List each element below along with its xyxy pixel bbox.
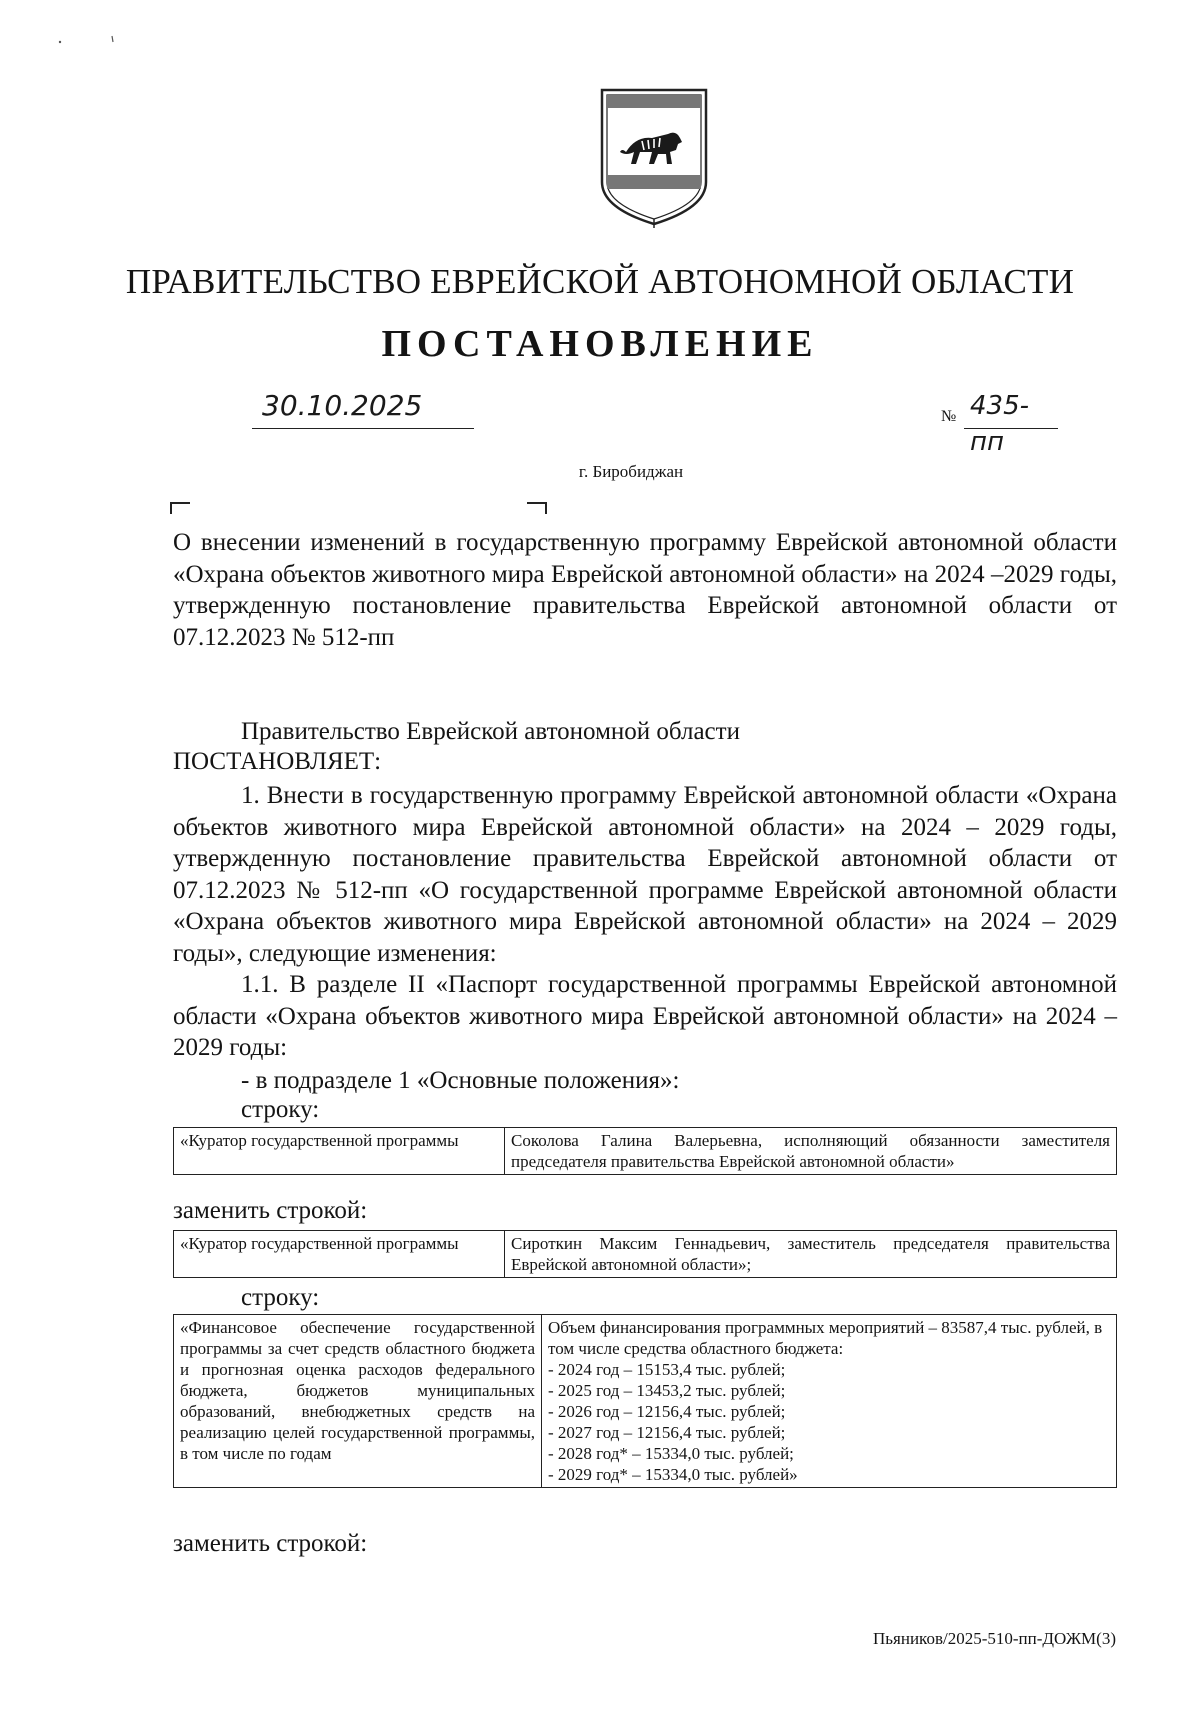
table-curator-old [173,1127,1117,1175]
finance-year-line: - 2024 год – 15153,4 тыс. рублей; [548,1360,786,1379]
table-cell-right: Сироткин Максим Геннадьевич, заместитель председателя правительства Еврейской автономной области»; [505,1231,1117,1278]
table-cell-left: «Куратор государственной программы [174,1128,505,1175]
organization-title: ПРАВИТЕЛЬСТВО ЕВРЕЙСКОЙ АВТОНОМНОЙ ОБЛАСТИ [125,262,1075,301]
table-curator-new [173,1230,1117,1278]
city-line: г. Биробиджан [578,462,684,481]
subsection-line: - в подразделе 1 «Основные положения»: [241,1067,680,1094]
table-cell-right [542,1315,1117,1488]
table-cell-left: «Куратор государственной программы [174,1231,505,1278]
table-row [174,1315,1117,1488]
government-line: Правительство Еврейской автономной области [241,718,740,745]
paragraph-1: 1. Внести в государственную программу Еврейской автономной области «Охрана объектов животного мира Еврейской автономной области» на 2024 – 2029 годы, утвержденную постановление правительства Еврейской автономной области от 07.12.2023 № 512-пп «О государственной программе Еврейской автономной области «Охрана объектов животного мира Еврейской автономной области» на 2024 – 2029 годы», следующие изменения: [173,782,1117,967]
decree-word: ПОСТАНОВЛЯЕТ: [173,748,382,775]
finance-year-line: - 2025 год – 13453,2 тыс. рублей; [548,1381,786,1400]
table-row [174,1128,1117,1175]
coat-of-arms-emblem [596,86,712,228]
number-label: № [941,408,957,425]
number-handwritten: 435-пп [964,388,1058,429]
table-row [174,1231,1117,1278]
date-handwritten: 30.10.2025 [252,388,474,429]
finance-year-line: - 2028 год* – 15334,0 тыс. рублей; [548,1444,794,1463]
scan-specks [50,30,130,50]
table-finance-old [173,1314,1117,1488]
footer-reference: Пьяников/2025-510-пп-ДОЖМ(3) [873,1629,1116,1648]
document-kind-title: ПОСТАНОВЛЕНИЕ [381,323,819,365]
label-replace-finance: заменить строкой: [173,1530,368,1557]
label-row-curator: строку: [241,1096,320,1123]
document-subject: О внесении изменений в государственную программу Еврейской автономной области «Охрана объектов животного мира Еврейской автономной области» на 2024 –2029 годы, утвержденную постановление правительства Еврейской автономной области от 07.12.2023 № 512-пп [173,529,1117,651]
label-replace-curator: заменить строкой: [173,1197,368,1224]
finance-year-line: - 2027 год – 12156,4 тыс. рублей; [548,1423,786,1442]
paragraph-1-1: 1.1. В разделе II «Паспорт государственной программы Еврейской автономной области «Охрана объектов животного мира Еврейской автономной области» на 2024 – 2029 годы: [173,971,1117,1061]
finance-year-line: - 2029 год* – 15334,0 тыс. рублей» [548,1465,798,1484]
label-row-finance: строку: [241,1284,320,1311]
finance-intro: Объем финансирования программных мероприятий – 83587,4 тыс. рублей, в том числе средства областного бюджета: [548,1318,1103,1358]
subject-corner-mark-left [170,502,190,514]
finance-year-line: - 2026 год – 12156,4 тыс. рублей; [548,1402,786,1421]
table-cell-left: «Финансовое обеспечение государственной программы за счет средств областного бюджета и прогнозная оценка расходов федерального бюджета, бюджетов муниципальных образований, внебюджетных средств на реализацию целей государственной программы, в том числе по годам [174,1315,542,1488]
subject-corner-mark-right [527,502,547,514]
table-cell-right: Соколова Галина Валерьевна, исполняющий обязанности заместителя председателя правительства Еврейской автономной области» [505,1128,1117,1175]
